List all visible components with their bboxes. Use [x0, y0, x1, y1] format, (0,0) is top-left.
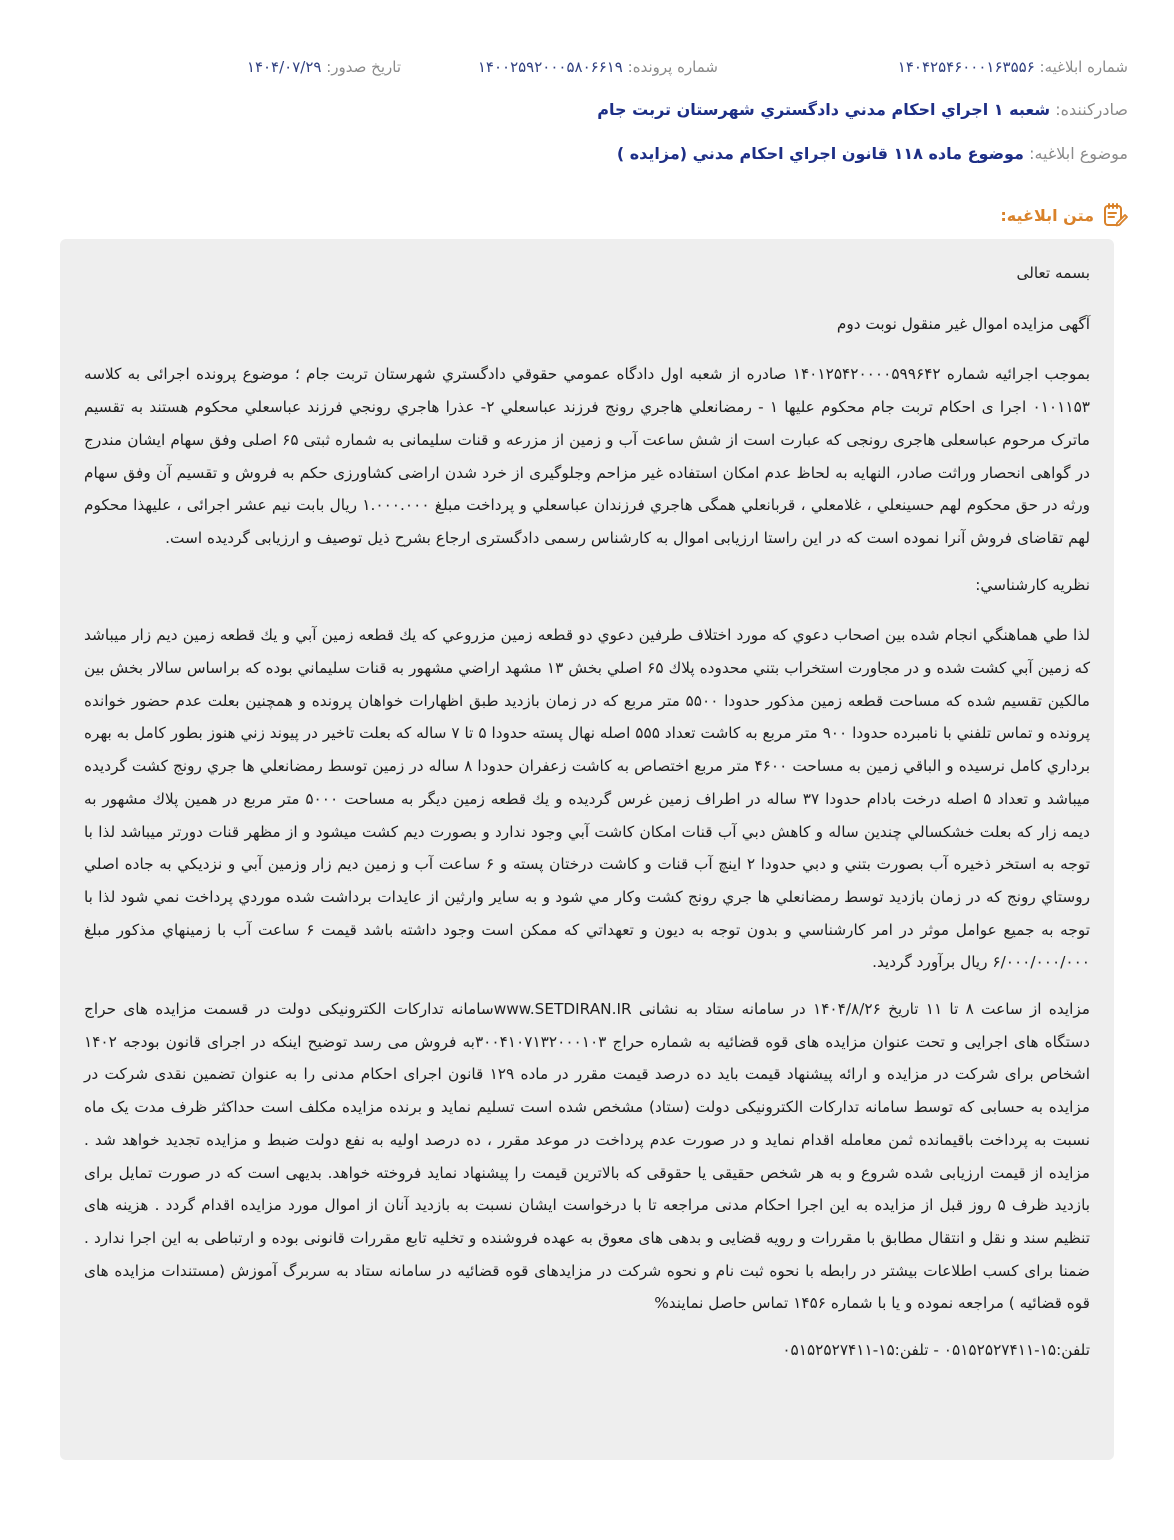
case-number [478, 58, 718, 76]
body-paragraph: نظريه کارشناسي: [975, 575, 1090, 594]
notice-meta-row [46, 58, 1128, 82]
issuer-value: شعبه ۱ اجراي احكام مدني دادگستري شهرستان تربت جام [597, 100, 1051, 119]
subject-line [46, 144, 1128, 163]
auction-text-part2: سامانه تدارکات الکترونیکی دولت در قسمت مزایده های حراج دستگاه های اجرایی و تحت عنوان مزایده های قوه قضائیه به شماره حراج ۳۰۰۴۱۰۷۱۳۲۰۰۰۱۰۳به فروش می رسد توضیح اینکه در اجرای قانون بودجه ۱۴۰۲ اشخاص برای شرکت در مزایده و ارائه پیشنهاد قیمت باید ده درصد قیمت مقرر در ماده ۱۲۹ قانون اجرای احکام مدنی را به عنوان تضمین نقدی شرکت در مزایده به حسابی که توسط سامانه تدارکات الکترونیکی دولت (ستاد) مشخص شده است تسلیم نماید و برنده مزایده مکلف است حداکثر ظرف مدت یک ماه نسبت به پرداخت باقیمانده ثمن معامله اقدام نماید و در صورت عدم پرداخت در موعد مقرر ، ده درصد اولیه به نفع دولت ضبط و مزایده تجدید خواهد شد . مزایده از قیمت ارزیابی شده شروع و به هر شخص حقیقی یا حقوقی که بالاترین قیمت را پیشنهاد نماید فروخته خواهد. بدیهی است که در صورت تمایل برای بازدید ظرف ۵ روز قبل از مزایده به این اجرا احکام مدنی مراجعه تا با درخواست ایشان نسبت به بازدید آنان از اموال مورد مزایده اقدام گردد . هزینه های تنظیم سند و نقل و انتقال مطابق با مقررات و رویه قضایی و بدهی های معوق به عهده فروشنده و تخلیه تابع مقررات قانونی بوده و ارتباطی به این اجرا ندارد . ضمنا برای کسب اطلاعات بیشتر در رابطه با نحوه ثبت نام و نحوه شرکت در مزایدهای قوه قضائیه در سامانه ستاد به سربرگ آموزش (مستندات مزایده های قوه قضائیه ) مراجعه نموده و یا با شماره ۱۴۵۶ تماس حاصل نمایند% [84, 1000, 1090, 1313]
issue-date-label: تاریخ صدور: [326, 58, 401, 76]
notice-number-value: ۱۴۰۴۲۵۴۶۰۰۰۱۶۳۵۵۶ [897, 58, 1035, 76]
body-paragraph [84, 993, 1090, 1320]
body-paragraph: آگهی مزایده اموال غیر منقول نوبت دوم [836, 314, 1090, 333]
issue-date [247, 58, 401, 76]
issuer-label: صادرکننده: [1055, 100, 1128, 119]
subject-value: موضوع ماده ۱۱۸ قانون اجراي احكام مدني (مزايده ) [616, 144, 1024, 163]
auction-text-part1: مزایده از ساعت ۸ تا ۱۱ تاریخ ۱۴۰۴/۸/۲۶ در سامانه ستاد به نشانی [631, 1000, 1090, 1019]
notice-number-label: شماره ابلاغیه: [1039, 58, 1128, 76]
notice-text-title: متن ابلاغیه: [1000, 205, 1094, 225]
body-paragraph: بسمه تعالی [1016, 264, 1090, 282]
notice-number [898, 58, 1128, 76]
issuer-line [46, 100, 1128, 119]
issue-date-value: ۱۴۰۴/۰۷/۲۹ [246, 58, 322, 76]
case-number-label: شماره پرونده: [627, 58, 718, 76]
setadiran-link[interactable]: www.SETDIRAN.IR [493, 1000, 632, 1019]
notice-body [60, 239, 1114, 1460]
body-paragraph: بموجب اجرائیه شماره ۱۴۰۱۲۵۴۲۰۰۰۰۵۹۹۶۴۲ صادره از شعبه اول دادگاه عمومي حقوقي دادگستري شهرستان تربت جام ؛ موضوع پرونده اجرائی به کلاسه ۰۱۰۱۱۵۳ اجرا ی احکام تربت جام محکوم علیها ۱ - رمضانعلي هاجري رونج فرزند عباسعلي ۲- عذرا هاجري رونجي فرزند عباسعلي محکوم هستند به تقسیم ماترک مرحوم عباسعلی هاجری رونجی که عبارت است از شش ساعت آب و زمین از مزرعه و قنات سلیمانی به شماره ثبتی ۶۵ اصلی وفق سهام ایشان مندرج در گواهی انحصار وراثت صادر، النهایه به لحاظ عدم امکان استفاده غیر مزاحم وجلوگیری از خرد شدن اراضی کشاورزی حکم به فروش و تقسیم آن وفق سهام ورثه در حق محکوم لهم حسینعلي ، غلامعلي ، قربانعلي همگی هاجري فرزندان عباسعلي و پرداخت مبلغ ۱.۰۰۰.۰۰۰ ریال بابت نیم عشر اجرائی ، علیهذا محکوم لهم تقاضای فروش آنرا نموده است که در این راستا ارزیابی اموال به کارشناس رسمی دادگستری ارجاع بشرح ذیل توصیف و ارزیابی گردیده است. [84, 365, 1091, 547]
body-paragraph: لذا طي هماهنگي انجام شده بين اصحاب دعوي که مورد اختلاف طرفين دعوي دو قطعه زمين مزروعي که يك قطعه زمين آبي و يك قطعه زمين ديم زار ميباشد که زمين آبي کشت شده و در مجاورت استخراب بتني محدوده پلاك ۶۵ اصلي بخش ۱۳ مشهد اراضي مشهور به قنات سليماني بوده که براساس سالار بخش بين مالکين تقسيم شده که مساحت قطعه زمين مذکور حدودا ۵۵۰۰ متر مربع که در زمان بازديد طبق اظهارات خواهان پرونده و همچنين بعلت عدم حضور خوانده پرونده و تماس تلفني با نامبرده حدودا ۹۰۰ متر مربع به کاشت تعداد ۵۵۵ اصله نهال پسته حدودا ۵ تا ۷ ساله که بعلت تاخير در پيوند زني هنوز بطور کامل به بهره برداري کامل نرسيده و الباقي زمين به مساحت ۴۶۰۰ متر مربع اختصاص به کاشت زعفران حدودا ۸ ساله در زمين توسط رمضانعلي ها جري رونج کشت گرديده ميباشد و تعداد ۵ اصله درخت بادام حدودا ۳۷ ساله در اطراف زمين غرس گرديده و يك قطعه زمين ديگر به مساحت ۵۰۰۰ متر مربع در همين پلاك مشهور به ديمه زار که بعلت خشكسالي چندين ساله و کاهش دبي آب قنات امکان کاشت آبي وجود ندارد و بصورت ديم کشت ميشود و از مظهر قنات دورتر ميباشد لذا با توجه به استخر ذخيره آب بصورت بتني و دبي حدودا ۲ اينچ آب قنات و کاشت درختان پسته و ۶ ساعت آب و زمين ديم زار وزمين آبي و نزديکي به جاده اصلي روستاي رونج که در زمان بازديد توسط رمضانعلي ها جري رونج کشت وکار مي شود و به ساير وارثين از عايدات برداشت شده موردي پرداخت نمي شود لذا با توجه به جميع عوامل موثر در امر کارشناسي و بدون توجه به ديون و تعهداتي که ممکن است وجود داشته باشد قيمت ۶ ساعت آب با زمينهاي مذکور مبلغ ۶/۰۰۰/۰۰۰/۰۰۰ ريال برآورد گرديد. [84, 626, 1091, 972]
document-edit-icon [1102, 202, 1128, 228]
notice-text-header [1000, 202, 1128, 228]
phone-line: تلفن:۱۵-۰۵۱۵۲۵۲۷۴۱۱ - تلفن:۱۵-۰۵۱۵۲۵۲۷۴۱۱ [782, 1341, 1090, 1360]
case-number-value: ۱۴۰۰۲۵۹۲۰۰۰۵۸۰۶۶۱۹ [477, 58, 623, 76]
subject-label: موضوع ابلاغیه: [1029, 144, 1128, 163]
